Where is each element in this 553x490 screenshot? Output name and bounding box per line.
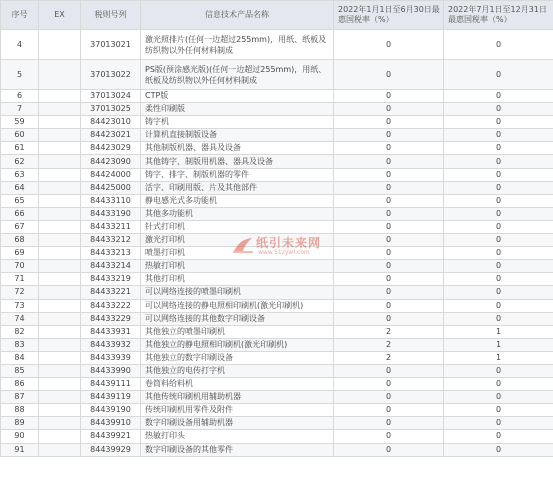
row-rate-h2: 0 [444, 129, 553, 142]
row-code: 84433932 [81, 338, 141, 351]
table-row [1, 430, 553, 443]
row-rate-h1: 0 [334, 116, 444, 129]
row-code: 84433990 [81, 364, 141, 377]
row-rate-h2: 0 [444, 220, 553, 233]
row-seq: 70 [1, 260, 39, 273]
row-rate-h1: 0 [334, 220, 444, 233]
row-rate-h1: 0 [334, 286, 444, 299]
row-name: 铸字、排字、制版机器的零件 [141, 168, 334, 181]
row-rate-h1: 0 [334, 443, 444, 456]
row-seq: 5 [1, 60, 39, 90]
row-rate-h1: 0 [334, 417, 444, 430]
row-ex [39, 116, 81, 129]
row-rate-h2: 0 [444, 181, 553, 194]
row-rate-h2: 0 [444, 378, 553, 391]
row-code: 84423029 [81, 142, 141, 155]
row-code: 84433214 [81, 260, 141, 273]
row-seq: 59 [1, 116, 39, 129]
row-ex [39, 90, 81, 103]
row-seq: 60 [1, 129, 39, 142]
row-rate-h2: 0 [444, 116, 553, 129]
table-row [1, 142, 553, 155]
row-rate-h1: 0 [334, 312, 444, 325]
row-seq: 64 [1, 181, 39, 194]
row-seq: 61 [1, 142, 39, 155]
row-name: 其他独立的数字印刷设备 [141, 351, 334, 364]
row-rate-h1: 0 [334, 103, 444, 116]
row-ex [39, 129, 81, 142]
row-code: 84433939 [81, 351, 141, 364]
row-seq: 67 [1, 220, 39, 233]
row-rate-h1: 0 [334, 391, 444, 404]
row-seq: 91 [1, 443, 39, 456]
row-rate-h2: 0 [444, 299, 553, 312]
row-seq: 66 [1, 207, 39, 220]
row-name: 活字、印刷用版、片及其他部件 [141, 181, 334, 194]
row-name: 传统印刷机用零件及附件 [141, 404, 334, 417]
table-row [1, 286, 553, 299]
row-ex [39, 142, 81, 155]
row-name: 其他打印机 [141, 273, 334, 286]
row-seq: 89 [1, 417, 39, 430]
row-seq: 71 [1, 273, 39, 286]
table-row [1, 247, 553, 260]
row-name: 卷筒料给料机 [141, 378, 334, 391]
table-row [1, 351, 553, 364]
watermark-url: www.51zywl.com [258, 249, 310, 256]
row-seq: 4 [1, 30, 39, 60]
row-name: 可以网络连接的静电照相印刷机(激光印刷机) [141, 299, 334, 312]
table-row [1, 364, 553, 377]
row-code: 84433221 [81, 286, 141, 299]
row-rate-h2: 0 [444, 247, 553, 260]
table-row [1, 116, 553, 129]
row-rate-h1: 0 [334, 364, 444, 377]
row-rate-h2: 1 [444, 338, 553, 351]
row-seq: 63 [1, 168, 39, 181]
row-rate-h1: 0 [334, 299, 444, 312]
row-name: 其他多功能机 [141, 207, 334, 220]
row-rate-h2: 0 [444, 194, 553, 207]
row-seq: 62 [1, 155, 39, 168]
row-name: 可以网络连接的其他数字印刷设备 [141, 312, 334, 325]
row-ex [39, 404, 81, 417]
row-rate-h2: 0 [444, 364, 553, 377]
row-ex [39, 168, 81, 181]
table-row [1, 338, 553, 351]
row-code: 84439929 [81, 443, 141, 456]
row-ex [39, 443, 81, 456]
table-row [1, 129, 553, 142]
row-code: 84423090 [81, 155, 141, 168]
row-code: 84439921 [81, 430, 141, 443]
table-row [1, 234, 553, 247]
row-seq: 7 [1, 103, 39, 116]
row-ex [39, 260, 81, 273]
row-code: 37013024 [81, 90, 141, 103]
row-code: 84433211 [81, 220, 141, 233]
row-name: 其他独立的喷墨印刷机 [141, 325, 334, 338]
row-ex [39, 391, 81, 404]
row-name: 激光照排片(任何一边超过255mm)，用纸、纸板及纺织物以外任何材料制成 [141, 30, 334, 60]
row-ex [39, 364, 81, 377]
row-code: 84439190 [81, 404, 141, 417]
watermark-name: 纸引未来网 [256, 236, 322, 250]
table-row [1, 194, 553, 207]
row-rate-h1: 0 [334, 207, 444, 220]
row-seq: 69 [1, 247, 39, 260]
row-name: 其他独立的静电照相印刷机(激光印刷机) [141, 338, 334, 351]
table-row [1, 391, 553, 404]
row-rate-h1: 2 [334, 338, 444, 351]
row-name: 喷墨打印机 [141, 247, 334, 260]
row-ex [39, 417, 81, 430]
row-rate-h1: 0 [334, 142, 444, 155]
row-rate-h2: 0 [444, 312, 553, 325]
row-rate-h2: 1 [444, 351, 553, 364]
row-ex [39, 155, 81, 168]
table-row [1, 60, 553, 90]
row-rate-h1: 0 [334, 30, 444, 60]
row-name: 数字印刷设备的其他零件 [141, 443, 334, 456]
row-rate-h2: 0 [444, 391, 553, 404]
row-ex [39, 247, 81, 260]
row-code: 84439910 [81, 417, 141, 430]
row-rate-h2: 0 [444, 273, 553, 286]
row-code: 84433931 [81, 325, 141, 338]
row-code: 37013021 [81, 30, 141, 60]
row-seq: 87 [1, 391, 39, 404]
row-code: 84425000 [81, 181, 141, 194]
row-name: 热敏打印机 [141, 260, 334, 273]
row-rate-h1: 0 [334, 60, 444, 90]
row-ex [39, 234, 81, 247]
row-name: 其他独立的电传打字机 [141, 364, 334, 377]
table-row [1, 273, 553, 286]
row-name: 计算机直接制版设备 [141, 129, 334, 142]
row-rate-h2: 0 [444, 404, 553, 417]
row-code: 84433213 [81, 247, 141, 260]
table-row [1, 299, 553, 312]
row-ex [39, 220, 81, 233]
row-name: 其他制版机器、器具及设备 [141, 142, 334, 155]
row-seq: 82 [1, 325, 39, 338]
row-name: 其他传统印刷机用辅助机器 [141, 391, 334, 404]
row-name: 激光打印机 [141, 234, 334, 247]
row-code: 84433212 [81, 234, 141, 247]
row-code: 84433219 [81, 273, 141, 286]
row-name: 静电感光式多功能机 [141, 194, 334, 207]
row-ex [39, 286, 81, 299]
table-header-row [1, 1, 553, 30]
row-code: 84424000 [81, 168, 141, 181]
row-seq: 88 [1, 404, 39, 417]
row-ex [39, 60, 81, 90]
row-rate-h1: 0 [334, 378, 444, 391]
row-rate-h1: 0 [334, 404, 444, 417]
row-ex [39, 30, 81, 60]
row-rate-h2: 0 [444, 430, 553, 443]
row-rate-h1: 0 [334, 260, 444, 273]
table-row [1, 404, 553, 417]
row-rate-h2: 0 [444, 30, 553, 60]
row-code: 37013025 [81, 103, 141, 116]
row-rate-h1: 0 [334, 194, 444, 207]
row-rate-h2: 0 [444, 142, 553, 155]
row-rate-h2: 0 [444, 60, 553, 90]
row-rate-h2: 0 [444, 234, 553, 247]
row-rate-h1: 0 [334, 181, 444, 194]
row-code: 84433229 [81, 312, 141, 325]
row-rate-h2: 0 [444, 168, 553, 181]
table-row [1, 207, 553, 220]
table-row [1, 181, 553, 194]
row-name: 针式打印机 [141, 220, 334, 233]
row-rate-h2: 0 [444, 155, 553, 168]
row-seq: 74 [1, 312, 39, 325]
row-code: 84423010 [81, 116, 141, 129]
row-code: 84439119 [81, 391, 141, 404]
row-rate-h2: 0 [444, 443, 553, 456]
row-name: PS版(预涂感光版)(任何一边超过255mm)，用纸、纸板及纺织物以外任何材料制成 [141, 60, 334, 90]
row-seq: 86 [1, 378, 39, 391]
row-seq: 6 [1, 90, 39, 103]
table-row [1, 443, 553, 456]
row-rate-h1: 0 [334, 234, 444, 247]
row-name: 柔性印刷版 [141, 103, 334, 116]
row-rate-h1: 0 [334, 430, 444, 443]
row-ex [39, 378, 81, 391]
row-rate-h1: 2 [334, 325, 444, 338]
row-name: 数字印刷设备用辅助机器 [141, 417, 334, 430]
row-ex [39, 338, 81, 351]
row-seq: 90 [1, 430, 39, 443]
row-rate-h2: 0 [444, 260, 553, 273]
row-code: 84433190 [81, 207, 141, 220]
row-name: 铸字机 [141, 116, 334, 129]
row-name: 可以网络连接的喷墨印刷机 [141, 286, 334, 299]
row-ex [39, 103, 81, 116]
row-name: 热敏打印头 [141, 430, 334, 443]
table-row [1, 30, 553, 60]
row-rate-h1: 2 [334, 351, 444, 364]
row-rate-h1: 0 [334, 273, 444, 286]
row-seq: 68 [1, 234, 39, 247]
row-seq: 83 [1, 338, 39, 351]
row-ex [39, 325, 81, 338]
row-ex [39, 351, 81, 364]
row-rate-h1: 0 [334, 90, 444, 103]
row-rate-h2: 1 [444, 325, 553, 338]
row-ex [39, 299, 81, 312]
table-row [1, 220, 553, 233]
row-rate-h1: 0 [334, 168, 444, 181]
row-ex [39, 181, 81, 194]
header-seq: 序号 [1, 1, 39, 30]
row-ex [39, 430, 81, 443]
table-row [1, 378, 553, 391]
header-rate-h2: 2022年7月1日至12月31日最惠国税率（%） [444, 1, 553, 30]
row-code: 84433222 [81, 299, 141, 312]
table-row [1, 325, 553, 338]
row-rate-h1: 0 [334, 247, 444, 260]
row-code: 84423021 [81, 129, 141, 142]
row-code: 37013022 [81, 60, 141, 90]
row-rate-h2: 0 [444, 103, 553, 116]
row-rate-h1: 0 [334, 155, 444, 168]
table-row [1, 312, 553, 325]
row-ex [39, 194, 81, 207]
row-seq: 72 [1, 286, 39, 299]
header-rate-h1: 2022年1月1日至6月30日最惠国税率（%） [334, 1, 444, 30]
row-ex [39, 207, 81, 220]
header-name: 信息技术产品名称 [141, 1, 334, 30]
row-ex [39, 273, 81, 286]
row-rate-h2: 0 [444, 90, 553, 103]
header-ex: EX [39, 1, 81, 30]
row-code: 84439111 [81, 378, 141, 391]
row-rate-h2: 0 [444, 417, 553, 430]
table-row [1, 90, 553, 103]
table-row [1, 417, 553, 430]
table-row [1, 155, 553, 168]
row-seq: 73 [1, 299, 39, 312]
row-name: CTP版 [141, 90, 334, 103]
table-row [1, 260, 553, 273]
row-seq: 65 [1, 194, 39, 207]
row-name: 其他铸字、制版用机器、器具及设备 [141, 155, 334, 168]
row-seq: 84 [1, 351, 39, 364]
row-ex [39, 312, 81, 325]
row-rate-h2: 0 [444, 207, 553, 220]
row-rate-h2: 0 [444, 286, 553, 299]
row-seq: 85 [1, 364, 39, 377]
table-row [1, 168, 553, 181]
header-code: 税则号列 [81, 1, 141, 30]
table-row [1, 103, 553, 116]
row-code: 84433110 [81, 194, 141, 207]
row-rate-h1: 0 [334, 129, 444, 142]
